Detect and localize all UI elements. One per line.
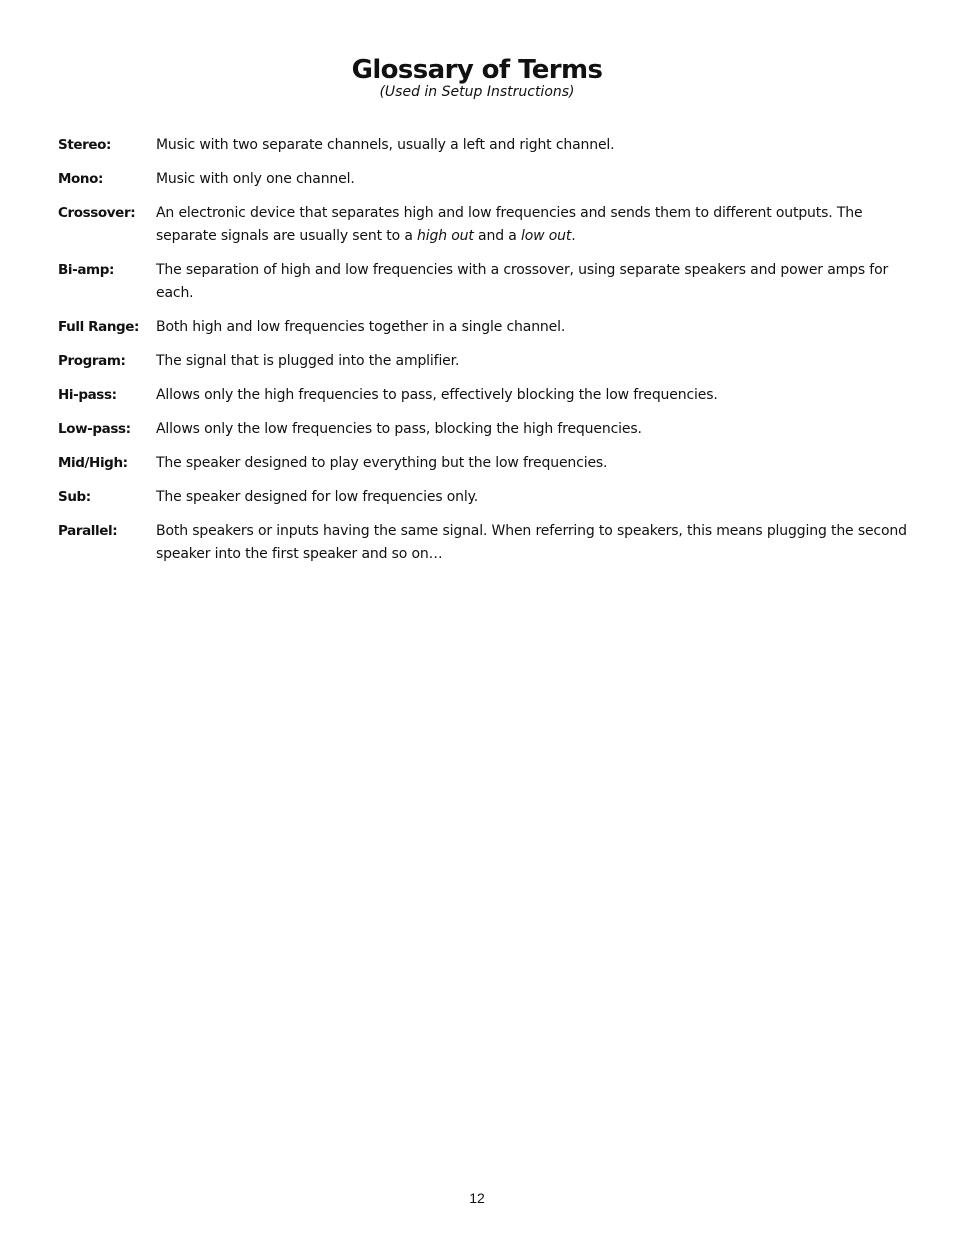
page-title: Glossary of Terms — [351, 55, 603, 85]
page-number: 12 — [469, 1190, 485, 1206]
glossary-definition: Music with two separate channels, usually a left and right channel. — [156, 137, 615, 153]
definition-text: and a — [473, 228, 521, 244]
definition-emphasis-low-out: low out — [520, 228, 572, 244]
glossary-entry-crossover — [58, 202, 908, 248]
glossary-entry-sub — [58, 486, 908, 509]
glossary-term: Stereo: — [58, 137, 112, 153]
glossary-term: Mid/High: — [58, 455, 128, 471]
glossary-term: Mono: — [58, 171, 103, 187]
glossary-entry-low-pass — [58, 418, 908, 441]
glossary-entry-bi-amp — [58, 259, 908, 305]
glossary-definition: Both speakers or inputs having the same signal. When referring to speakers, this means plugging the second speaker into the first speaker and so on… — [156, 523, 907, 562]
glossary-entry-mid-high — [58, 452, 908, 475]
glossary-entry-stereo — [58, 134, 908, 157]
glossary-term: Hi-pass: — [58, 387, 117, 403]
glossary-definition: Allows only the low frequencies to pass, blocking the high frequencies. — [156, 421, 642, 437]
definition-text: An electronic device that separates high and low frequencies and sends them to different outputs. The separate signals are usually sent to a — [156, 205, 863, 244]
glossary-entry-mono — [58, 168, 908, 191]
glossary-definition: Music with only one channel. — [156, 171, 355, 187]
glossary-definition: Both high and low frequencies together in a single channel. — [156, 319, 566, 335]
glossary-entry-program — [58, 350, 908, 373]
glossary-definition — [156, 202, 908, 248]
glossary-list — [58, 134, 908, 577]
definition-text: . — [571, 228, 576, 244]
glossary-definition: The separation of high and low frequencies with a crossover, using separate speakers and power amps for each. — [156, 262, 889, 301]
glossary-definition: The speaker designed to play everything but the low frequencies. — [156, 455, 608, 471]
glossary-definition: The speaker designed for low frequencies only. — [156, 489, 479, 505]
glossary-entry-full-range — [58, 316, 908, 339]
glossary-term: Sub: — [58, 489, 91, 505]
glossary-term: Parallel: — [58, 523, 118, 539]
glossary-term: Low-pass: — [58, 421, 131, 437]
glossary-term: Bi-amp: — [58, 262, 114, 278]
glossary-term: Crossover: — [58, 205, 136, 221]
glossary-term: Full Range: — [58, 319, 140, 335]
glossary-entry-parallel — [58, 520, 908, 566]
glossary-definition: Allows only the high frequencies to pass, effectively blocking the low frequencies. — [156, 387, 718, 403]
page-subtitle: (Used in Setup Instructions) — [379, 84, 575, 100]
definition-emphasis-high-out: high out — [417, 228, 474, 244]
glossary-entry-hi-pass — [58, 384, 908, 407]
glossary-term: Program: — [58, 353, 126, 369]
glossary-definition: The signal that is plugged into the amplifier. — [156, 353, 460, 369]
